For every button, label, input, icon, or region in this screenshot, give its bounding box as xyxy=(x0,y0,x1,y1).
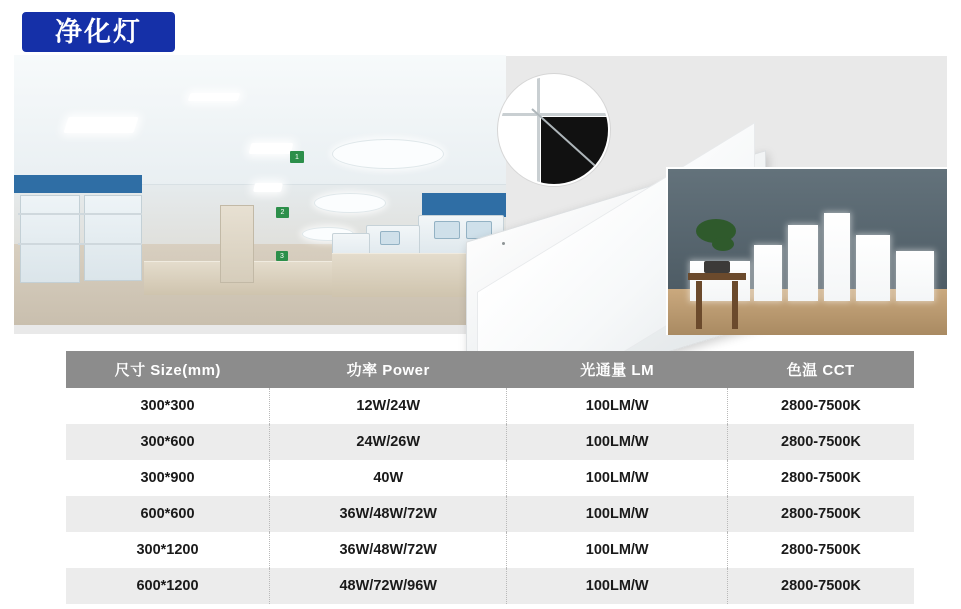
exit-sign-3: 3 xyxy=(276,251,288,261)
cell-lm: 100LM/W xyxy=(507,496,727,532)
panel-sample-rect xyxy=(896,251,934,301)
detail-zoom-inset xyxy=(498,74,610,186)
panel-edge-horizontal xyxy=(500,113,608,116)
cabinet-shelf xyxy=(18,243,142,245)
cell-power: 48W/72W/96W xyxy=(270,568,507,604)
cell-size: 600*1200 xyxy=(66,568,270,604)
panel-edge-vertical xyxy=(537,76,540,184)
size-comparison-photo xyxy=(666,167,947,335)
plant-stand-leg xyxy=(732,281,738,329)
header-power: 功率 Power xyxy=(270,351,507,388)
spec-table-head xyxy=(66,351,914,388)
monitor xyxy=(434,221,460,239)
panel-sample-rect xyxy=(754,245,782,301)
cell-power: 12W/24W xyxy=(270,388,507,424)
cell-size: 300*900 xyxy=(66,460,270,496)
ceiling-oval-light xyxy=(314,193,386,213)
cell-size: 300*600 xyxy=(66,424,270,460)
monitor xyxy=(380,231,400,245)
cell-size: 300*1200 xyxy=(66,532,270,568)
cell-power: 40W xyxy=(270,460,507,496)
table-header-row xyxy=(66,351,914,388)
cell-power: 36W/48W/72W xyxy=(270,532,507,568)
cell-lm: 100LM/W xyxy=(507,460,727,496)
cell-cct: 2800-7500K xyxy=(727,532,914,568)
cell-lm: 100LM/W xyxy=(507,388,727,424)
panel-sample-rect xyxy=(824,213,850,301)
panel-sample-rect xyxy=(856,235,890,301)
glass-cabinet xyxy=(20,195,80,283)
exit-sign-1: 1 xyxy=(290,151,304,163)
cell-power: 36W/48W/72W xyxy=(270,496,507,532)
cell-size: 300*300 xyxy=(66,388,270,424)
page-title-badge xyxy=(22,12,175,52)
cell-size: 600*600 xyxy=(66,496,270,532)
panel-sample-rect xyxy=(788,225,818,301)
table-row xyxy=(66,496,914,532)
table-row xyxy=(66,568,914,604)
bonsai-foliage xyxy=(712,237,734,251)
table-row xyxy=(66,532,914,568)
cell-cct: 2800-7500K xyxy=(727,568,914,604)
ceiling-panel-light xyxy=(253,183,283,192)
spec-table xyxy=(66,351,914,604)
glass-cabinet xyxy=(84,195,142,281)
plant-stand-leg xyxy=(696,281,702,329)
bonsai-pot xyxy=(704,261,730,273)
header-size: 尺寸 Size(mm) xyxy=(66,351,270,388)
plant-stand-top xyxy=(688,273,746,280)
cell-cct: 2800-7500K xyxy=(727,496,914,532)
table-row xyxy=(66,388,914,424)
table-row xyxy=(66,424,914,460)
ceiling-panel-light xyxy=(63,117,138,133)
ceiling-oval-light xyxy=(332,139,444,169)
interior-photo xyxy=(14,55,506,325)
header-cct: 色温 CCT xyxy=(727,351,914,388)
header-luminous-flux: 光通量 LM xyxy=(507,351,727,388)
spec-table-wrap xyxy=(66,351,914,604)
wall-banner xyxy=(14,175,142,193)
panel-screw xyxy=(502,242,505,245)
cell-power: 24W/26W xyxy=(270,424,507,460)
hero-image-area xyxy=(14,56,947,334)
cell-cct: 2800-7500K xyxy=(727,388,914,424)
cell-cct: 2800-7500K xyxy=(727,460,914,496)
spec-table-body xyxy=(66,388,914,604)
table-row xyxy=(66,460,914,496)
cell-lm: 100LM/W xyxy=(507,568,727,604)
page-title: 净化灯 xyxy=(55,16,142,47)
ceiling-panel-light xyxy=(249,143,294,154)
ceiling-panel-light xyxy=(188,93,241,101)
cabinet-shelf xyxy=(18,213,142,215)
cell-lm: 100LM/W xyxy=(507,424,727,460)
exit-sign-2: 2 xyxy=(276,207,289,218)
cell-lm: 100LM/W xyxy=(507,532,727,568)
door xyxy=(220,205,254,283)
cell-cct: 2800-7500K xyxy=(727,424,914,460)
